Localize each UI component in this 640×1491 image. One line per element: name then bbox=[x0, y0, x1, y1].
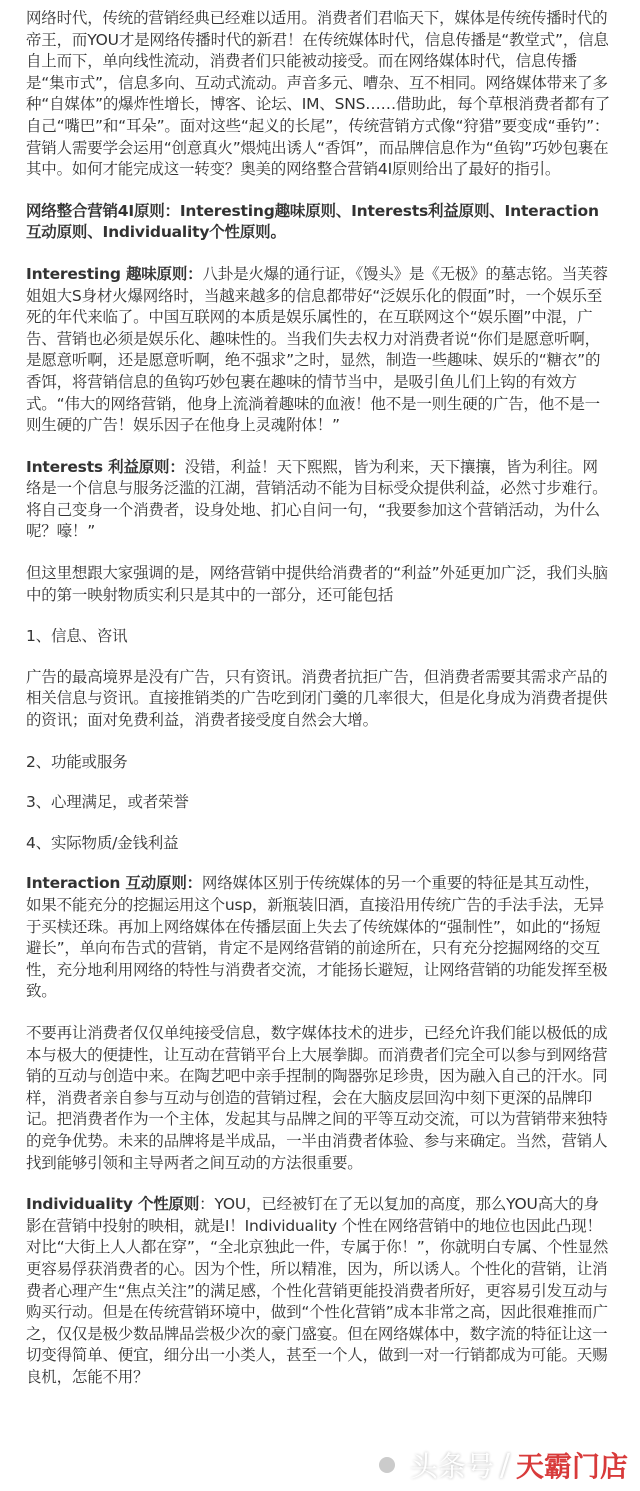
watermark bbox=[370, 1443, 628, 1487]
interests-heading: Interests 利益原则： bbox=[26, 457, 185, 476]
watermark-prefix: 头条号 bbox=[409, 1450, 494, 1483]
interests-text: 没错，利益！天下熙熙，皆为利来，天下攘攘，皆为利往。网络是一个信息与服务泛滥的江湖，营销活动不能为目标受众提供利益，必然寸步难行。将自己变身一个消费者，设身处地、扪心自问一句，“我要参加这个营销活动，为什么呢？嚎！” bbox=[26, 457, 608, 541]
list-item-4: 4、实际物质/金钱利益 bbox=[26, 833, 179, 852]
summary-heading: 网络整合营销4I原则：Interesting趣味原则、Interests利益原则、Interaction互动原则、Individuality个性原则。 bbox=[26, 201, 599, 242]
interaction-paragraph bbox=[26, 873, 612, 1003]
individuality-text: ：YOU，已经被钉在了无以复加的高度，那么YOU高大的身影在营销中投射的映相，就是I！Individuality 个性在网络营销中的地位也因此凸现！对比“大街上人人都在穿”，“全北京独此一件，专属于你！”，你就明白专属、个性显然更容易俘获消费者的心。因为个性，所以精准，因为，所以诱人。个性化的营销，让消费者心理产生“焦点关注”的满足感，个性化营销更能投消费者所好，更容易引发互动与购买行动。但是在传统营销环境中，做到“个性化营销”成本非常之高，因此很难推而广之，仅仅是极少数品牌品尝极少次的豪门盛宴。但在网络媒体中，数字流的特征让这一切变得简单、便宜，细分出一小类人，甚至一个人，做到一对一行销都成为可能。天赐良机，怎能不用？ bbox=[26, 1195, 609, 1386]
intro-paragraph: 网络时代，传统的营销经典已经难以适用。消费者们君临天下，媒体是传统传播时代的帝王，而YOU才是网络传播时代的新君！在传统媒体时代，信息传播是“教堂式”，信息自上而下，单向线性流动，消费者们只能被动接受。而在网络媒体时代，信息传播是“集市式”，信息多向、互动式流动。声音多元、嘈杂、互不相同。网络媒体带来了多种“自媒体”的爆炸性增长，博客、论坛、IM、SNS……借助此，每个草根消费者都有了自己“嘴巴”和“耳朵”。面对这些“起义的长尾”，传统营销方式像“狩猎”要变成“垂钓”：营销人需要学会运用“创意真火”煨炖出诱人“香饵”，而品牌信息作为“鱼钩”巧妙包裹在其中。如何才能完成这一转变？奥美的网络整合营销4I原则给出了最好的指引。 bbox=[26, 9, 611, 179]
list-item-2: 2、功能或服务 bbox=[26, 752, 128, 771]
benefit-intro-paragraph: 但这里想跟大家强调的是，网络营销中提供给消费者的“利益”外延更加广泛，我们头脑中的第一映射物质实利只是其中的一部分，还可能包括 bbox=[26, 564, 608, 604]
summary-paragraph bbox=[26, 201, 612, 244]
individuality-paragraph bbox=[26, 1194, 612, 1388]
interesting-heading: Interesting 趣味原则： bbox=[26, 264, 203, 283]
interaction-text: 网络媒体区别于传统媒体的另一个重要的特征是其互动性，如果不能充分的挖掘运用这个usp，新瓶装旧酒，直接沿用传统广告的手法手法，无异于买椟还珠。再加上网络媒体在传播层面上失去了传统媒体的“强制性”，如此的“扬短避长”，单向布告式的营销，肯定不是网络营销的前途所在，只有充分挖掘网络的交互性，充分地利用网络的特性与消费者交流，才能扬长避短，让网络营销的功能发挥至极致。 bbox=[26, 874, 608, 1001]
interaction-more-paragraph: 不要再让消费者仅仅单纯接受信息，数字媒体技术的进步，已经允许我们能以极低的成本与极大的便捷性，让互动在营销平台上大展拳脚。而消费者们完全可以参与到网络营销的互动与创造中来。在陶艺吧中亲手捏制的陶器弥足珍贵，因为融入自己的汗水。同样，消费者亲自参与互动与创造的营销过程，会在大脑皮层回沟中刻下更深的品牌印记。把消费者作为一个主体，发起其与品牌之间的平等互动交流，可以为营销带来独特的竞争优势。未来的品牌将是半成品，一半由消费者体验、参与来确定。当然，营销人找到能够引领和主导两者之间互动的方法很重要。 bbox=[26, 1023, 608, 1172]
toutiao-logo-icon bbox=[370, 1448, 404, 1482]
list-item-3: 3、心理满足，或者荣誉 bbox=[26, 793, 189, 812]
interesting-text: 八卦是火爆的通行证，《馒头》是《无极》的墓志铭。当芙蓉姐姐大S身材火爆网络时，当越来越多的信息都带好“泛娱乐化的假面”时，一个娱乐至死的年代来临了。中国互联网的本质是娱乐属性的，在互联网这个“娱乐圈”中混，广告、营销也必须是娱乐化、趣味性的。当我们失去权力对消费者说“你们是愿意听啊，是愿意听啊，还是愿意听啊，绝不强求”之时，显然，制造一些趣味、娱乐的“糖衣”的香饵，将营销信息的鱼钩巧妙包裹在趣味的情节当中，是吸引鱼儿们上钩的有效方式。“伟大的网络营销，他身上流淌着趣味的血液！他不是一则生硬的广告，他不是一则生硬的广告！娱乐因子在他身上灵魂附体！” bbox=[26, 264, 608, 435]
list-item-1: 1、信息、咨讯 bbox=[26, 627, 128, 646]
watermark-separator: / bbox=[499, 1447, 510, 1483]
interesting-paragraph bbox=[26, 264, 612, 437]
list-item-1-detail: 广告的最高境界是没有广告，只有资讯。消费者抗拒广告，但消费者需要其需求产品的相关信息与资讯。直接推销类的广告吃到闭门羹的几率很大，但是化身成为消费者提供的资讯；面对免费利益，消费者接受度自然会大增。 bbox=[26, 667, 608, 730]
individuality-heading: Individuality 个性原则 bbox=[26, 1195, 200, 1214]
interests-paragraph bbox=[26, 457, 612, 543]
interaction-heading: Interaction 互动原则： bbox=[26, 874, 202, 893]
watermark-brand: 天霸门店 bbox=[515, 1450, 628, 1483]
article-body bbox=[26, 8, 612, 1408]
